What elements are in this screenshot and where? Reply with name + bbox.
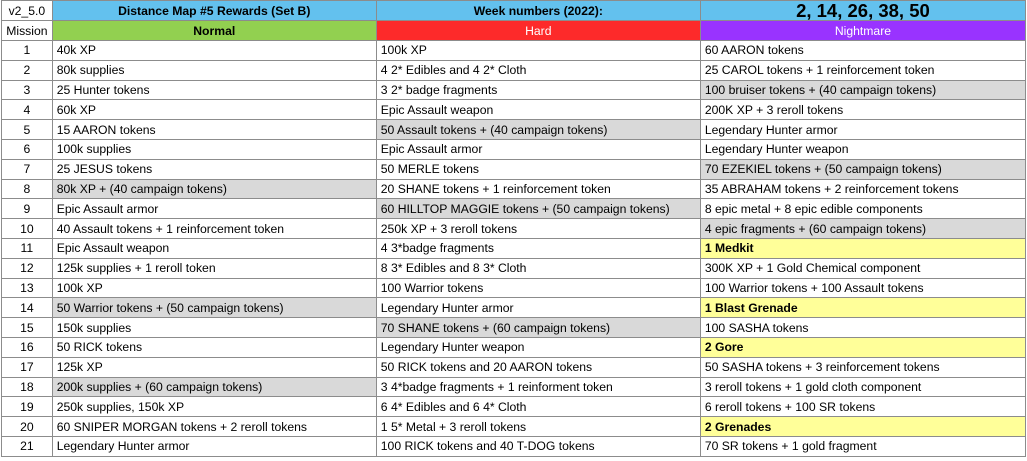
hard-reward-cell: 3 4*badge fragments + 1 reinforment token	[376, 377, 700, 397]
table-row	[2, 278, 1026, 298]
mission-number-cell: 18	[2, 377, 53, 397]
table-row	[2, 179, 1026, 199]
hard-reward-cell: 250k XP + 3 reroll tokens	[376, 219, 700, 239]
normal-reward-cell: 60k XP	[52, 100, 376, 120]
mission-number-cell: 5	[2, 120, 53, 140]
normal-reward-cell: 25 Hunter tokens	[52, 80, 376, 100]
mission-number-cell: 15	[2, 318, 53, 338]
hard-reward-cell: 100 RICK tokens and 40 T-DOG tokens	[376, 436, 700, 456]
hard-reward-cell: 50 RICK tokens and 20 AARON tokens	[376, 357, 700, 377]
table-row	[2, 417, 1026, 437]
normal-reward-cell: 50 Warrior tokens + (50 campaign tokens)	[52, 298, 376, 318]
normal-reward-cell: 60 SNIPER MORGAN tokens + 2 reroll tokens	[52, 417, 376, 437]
normal-reward-cell: Legendary Hunter armor	[52, 436, 376, 456]
normal-reward-cell: 40 Assault tokens + 1 reinforcement token	[52, 219, 376, 239]
table-row	[2, 100, 1026, 120]
nightmare-reward-cell: Legendary Hunter armor	[700, 120, 1025, 140]
mission-number-cell: 17	[2, 357, 53, 377]
nightmare-reward-cell: 35 ABRAHAM tokens + 2 reinforcement tokens	[700, 179, 1025, 199]
table-row	[2, 397, 1026, 417]
version-label: v2_5.0	[2, 1, 53, 21]
mission-number-cell: 3	[2, 80, 53, 100]
normal-reward-cell: Epic Assault armor	[52, 199, 376, 219]
normal-reward-cell: 80k XP + (40 campaign tokens)	[52, 179, 376, 199]
nightmare-reward-cell: 70 EZEKIEL tokens + (50 campaign tokens)	[700, 159, 1025, 179]
week-numbers-value: 2, 14, 26, 38, 50	[700, 1, 1025, 21]
column-header-row	[2, 21, 1026, 41]
mission-number-cell: 9	[2, 199, 53, 219]
hard-reward-cell: 20 SHANE tokens + 1 reinforcement token	[376, 179, 700, 199]
table-row	[2, 258, 1026, 278]
mission-number-cell: 13	[2, 278, 53, 298]
mission-number-cell: 16	[2, 337, 53, 357]
mission-number-cell: 2	[2, 60, 53, 80]
mission-number-cell: 4	[2, 100, 53, 120]
nightmare-reward-cell: 2 Gore	[700, 337, 1025, 357]
nightmare-reward-cell: 60 AARON tokens	[700, 41, 1025, 61]
nightmare-reward-cell: 4 epic fragments + (60 campaign tokens)	[700, 219, 1025, 239]
nightmare-reward-cell: Legendary Hunter weapon	[700, 139, 1025, 159]
table-row	[2, 377, 1026, 397]
hard-reward-cell: 60 HILLTOP MAGGIE tokens + (50 campaign tokens)	[376, 199, 700, 219]
normal-reward-cell: 80k supplies	[52, 60, 376, 80]
nightmare-reward-cell: 2 Grenades	[700, 417, 1025, 437]
hard-reward-cell: 4 2* Edibles and 4 2* Cloth	[376, 60, 700, 80]
table-row	[2, 80, 1026, 100]
normal-reward-cell: 15 AARON tokens	[52, 120, 376, 140]
mission-number-cell: 7	[2, 159, 53, 179]
nightmare-reward-cell: 100 Warrior tokens + 100 Assault tokens	[700, 278, 1025, 298]
table-row	[2, 238, 1026, 258]
mission-number-cell: 11	[2, 238, 53, 258]
hard-reward-cell: 1 5* Metal + 3 reroll tokens	[376, 417, 700, 437]
hard-reward-cell: 3 2* badge fragments	[376, 80, 700, 100]
table-row	[2, 298, 1026, 318]
normal-reward-cell: 100k XP	[52, 278, 376, 298]
hard-reward-cell: Legendary Hunter weapon	[376, 337, 700, 357]
mission-number-cell: 10	[2, 219, 53, 239]
sheet-title: Distance Map #5 Rewards (Set B)	[52, 1, 376, 21]
hard-column-header: Hard	[376, 21, 700, 41]
nightmare-reward-cell: 3 reroll tokens + 1 gold cloth component	[700, 377, 1025, 397]
table-row	[2, 436, 1026, 456]
table-row	[2, 318, 1026, 338]
mission-number-cell: 21	[2, 436, 53, 456]
reward-rows	[2, 41, 1026, 457]
normal-reward-cell: 125k supplies + 1 reroll token	[52, 258, 376, 278]
hard-reward-cell: Epic Assault weapon	[376, 100, 700, 120]
normal-reward-cell: 100k supplies	[52, 139, 376, 159]
table-row	[2, 139, 1026, 159]
hard-reward-cell: 100 Warrior tokens	[376, 278, 700, 298]
nightmare-reward-cell: 100 bruiser tokens + (40 campaign tokens)	[700, 80, 1025, 100]
hard-reward-cell: 8 3* Edibles and 8 3* Cloth	[376, 258, 700, 278]
normal-reward-cell: 40k XP	[52, 41, 376, 61]
mission-number-cell: 12	[2, 258, 53, 278]
table-row	[2, 41, 1026, 61]
nightmare-reward-cell: 50 SASHA tokens + 3 reinforcement tokens	[700, 357, 1025, 377]
hard-reward-cell: 70 SHANE tokens + (60 campaign tokens)	[376, 318, 700, 338]
nightmare-reward-cell: 100 SASHA tokens	[700, 318, 1025, 338]
title-row	[2, 1, 1026, 21]
week-numbers-label: Week numbers (2022):	[376, 1, 700, 21]
normal-reward-cell: Epic Assault weapon	[52, 238, 376, 258]
mission-number-cell: 6	[2, 139, 53, 159]
table-row	[2, 120, 1026, 140]
table-row	[2, 337, 1026, 357]
table-row	[2, 199, 1026, 219]
table-row	[2, 357, 1026, 377]
normal-reward-cell: 150k supplies	[52, 318, 376, 338]
mission-number-cell: 19	[2, 397, 53, 417]
table-row	[2, 159, 1026, 179]
normal-reward-cell: 50 RICK tokens	[52, 337, 376, 357]
table-row	[2, 60, 1026, 80]
mission-number-cell: 20	[2, 417, 53, 437]
nightmare-reward-cell: 1 Blast Grenade	[700, 298, 1025, 318]
mission-column-header: Mission	[2, 21, 53, 41]
hard-reward-cell: 4 3*badge fragments	[376, 238, 700, 258]
hard-reward-cell: Legendary Hunter armor	[376, 298, 700, 318]
nightmare-column-header: Nightmare	[700, 21, 1025, 41]
normal-reward-cell: 200k supplies + (60 campaign tokens)	[52, 377, 376, 397]
mission-number-cell: 1	[2, 41, 53, 61]
hard-reward-cell: 100k XP	[376, 41, 700, 61]
table-row	[2, 219, 1026, 239]
nightmare-reward-cell: 6 reroll tokens + 100 SR tokens	[700, 397, 1025, 417]
nightmare-reward-cell: 300K XP + 1 Gold Chemical component	[700, 258, 1025, 278]
hard-reward-cell: 50 Assault tokens + (40 campaign tokens)	[376, 120, 700, 140]
hard-reward-cell: 50 MERLE tokens	[376, 159, 700, 179]
nightmare-reward-cell: 25 CAROL tokens + 1 reinforcement token	[700, 60, 1025, 80]
normal-reward-cell: 25 JESUS tokens	[52, 159, 376, 179]
hard-reward-cell: 6 4* Edibles and 6 4* Cloth	[376, 397, 700, 417]
hard-reward-cell: Epic Assault armor	[376, 139, 700, 159]
nightmare-reward-cell: 1 Medkit	[700, 238, 1025, 258]
nightmare-reward-cell: 8 epic metal + 8 epic edible components	[700, 199, 1025, 219]
nightmare-reward-cell: 200K XP + 3 reroll tokens	[700, 100, 1025, 120]
mission-number-cell: 8	[2, 179, 53, 199]
normal-reward-cell: 125k XP	[52, 357, 376, 377]
mission-number-cell: 14	[2, 298, 53, 318]
normal-reward-cell: 250k supplies, 150k XP	[52, 397, 376, 417]
normal-column-header: Normal	[52, 21, 376, 41]
rewards-table	[1, 0, 1026, 457]
nightmare-reward-cell: 70 SR tokens + 1 gold fragment	[700, 436, 1025, 456]
